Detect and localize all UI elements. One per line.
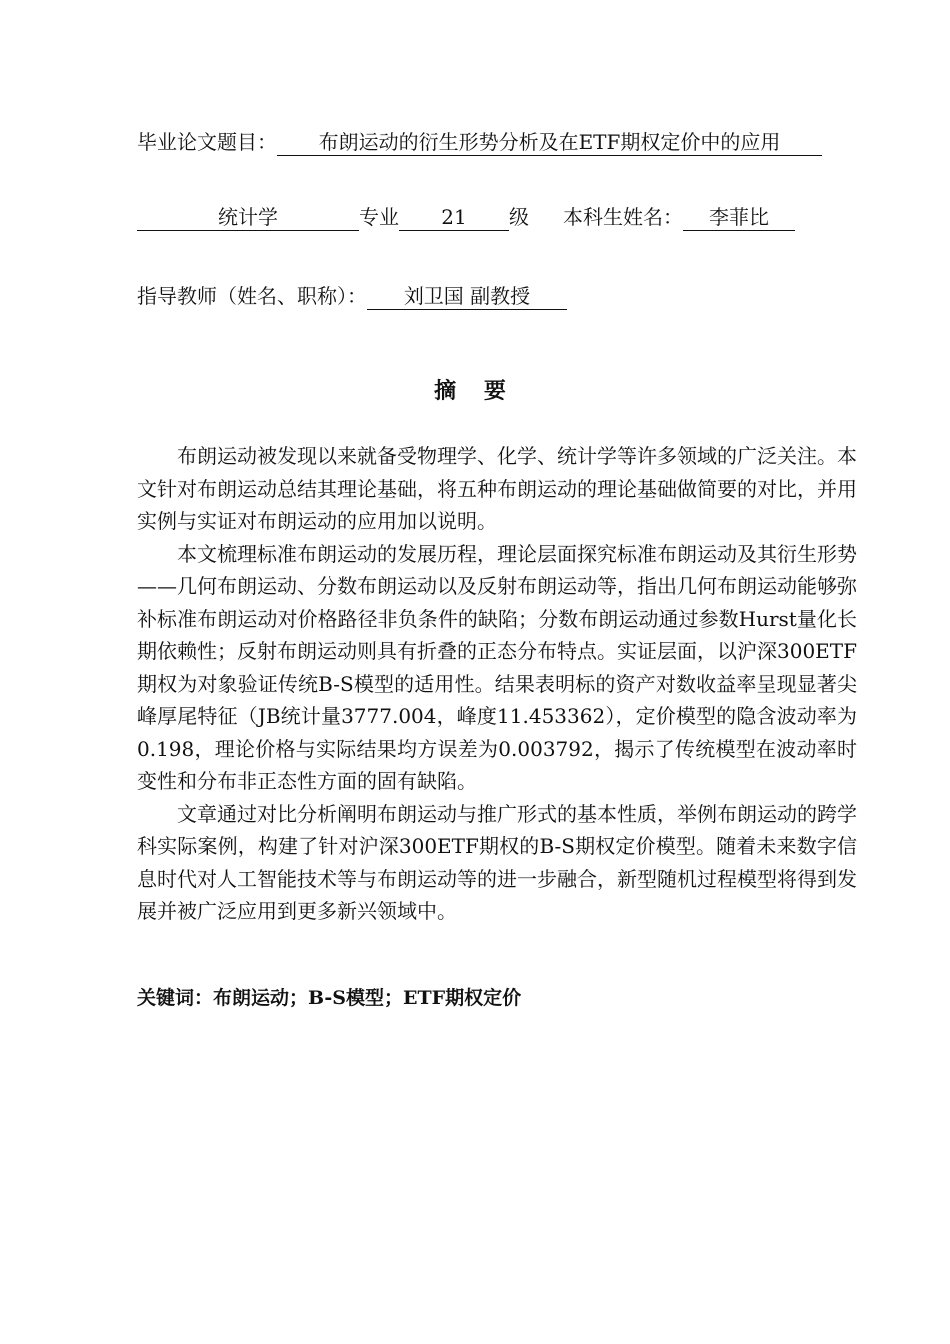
thesis-title-label: 毕业论文题目： (137, 130, 277, 154)
major-value: 统计学 (137, 205, 359, 231)
abstract-heading: 摘 要 (434, 379, 516, 404)
major-label: 专业 (359, 205, 399, 229)
thesis-title-value: 布朗运动的衍生形势分析及在ETF期权定价中的应用 (277, 130, 822, 156)
grade-value: 21 (399, 205, 509, 231)
student-info-line (137, 203, 795, 231)
thesis-title-line (137, 128, 822, 156)
student-name-value: 李菲比 (683, 205, 795, 231)
advisor-label: 指导教师（姓名、职称）： (137, 284, 367, 308)
abstract-paragraph-3: 文章通过对比分析阐明布朗运动与推广形式的基本性质，举例布朗运动的跨学科实际案例，构建了针对沪深300ETF期权的B-S期权定价模型。随着未来数字信息时代对人工智能技术等与布朗运动等的进一步融合，新型随机过程模型将得到发展并被广泛应用到更多新兴领域中。 (137, 801, 857, 923)
advisor-value: 刘卫国 副教授 (367, 284, 567, 310)
keywords: 关键词：布朗运动；B-S模型；ETF期权定价 (137, 987, 522, 1009)
student-name-label: 本科生姓名： (563, 205, 683, 229)
grade-label: 级 (509, 205, 529, 229)
advisor-line (137, 282, 567, 310)
abstract-paragraph-1: 布朗运动被发现以来就备受物理学、化学、统计学等许多领域的广泛关注。本文针对布朗运动总结其理论基础，将五种布朗运动的理论基础做简要的对比，并用实例与实证对布朗运动的应用加以说明。 (137, 444, 857, 533)
abstract-paragraph-2: 本文梳理标准布朗运动的发展历程，理论层面探究标准布朗运动及其衍生形势——几何布朗运动、分数布朗运动以及反射布朗运动等，指出几何布朗运动能够弥补标准布朗运动对价格路径非负条件的缺陷；分数布朗运动通过参数Hurst量化长期依赖性；反射布朗运动则具有折叠的正态分布特点。实证层面，以沪深300ETF期权为对象验证传统B-S模型的适用性。结果表明标的资产对数收益率呈现显著尖峰厚尾特征（JB统计量3777.004，峰度11.453362），定价模型的隐含波动率为0.198，理论价格与实际结果均方误差为0.003792，揭示了传统模型在波动率时变性和分布非正态性方面的固有缺陷。 (137, 541, 857, 793)
abstract-body (137, 440, 857, 928)
